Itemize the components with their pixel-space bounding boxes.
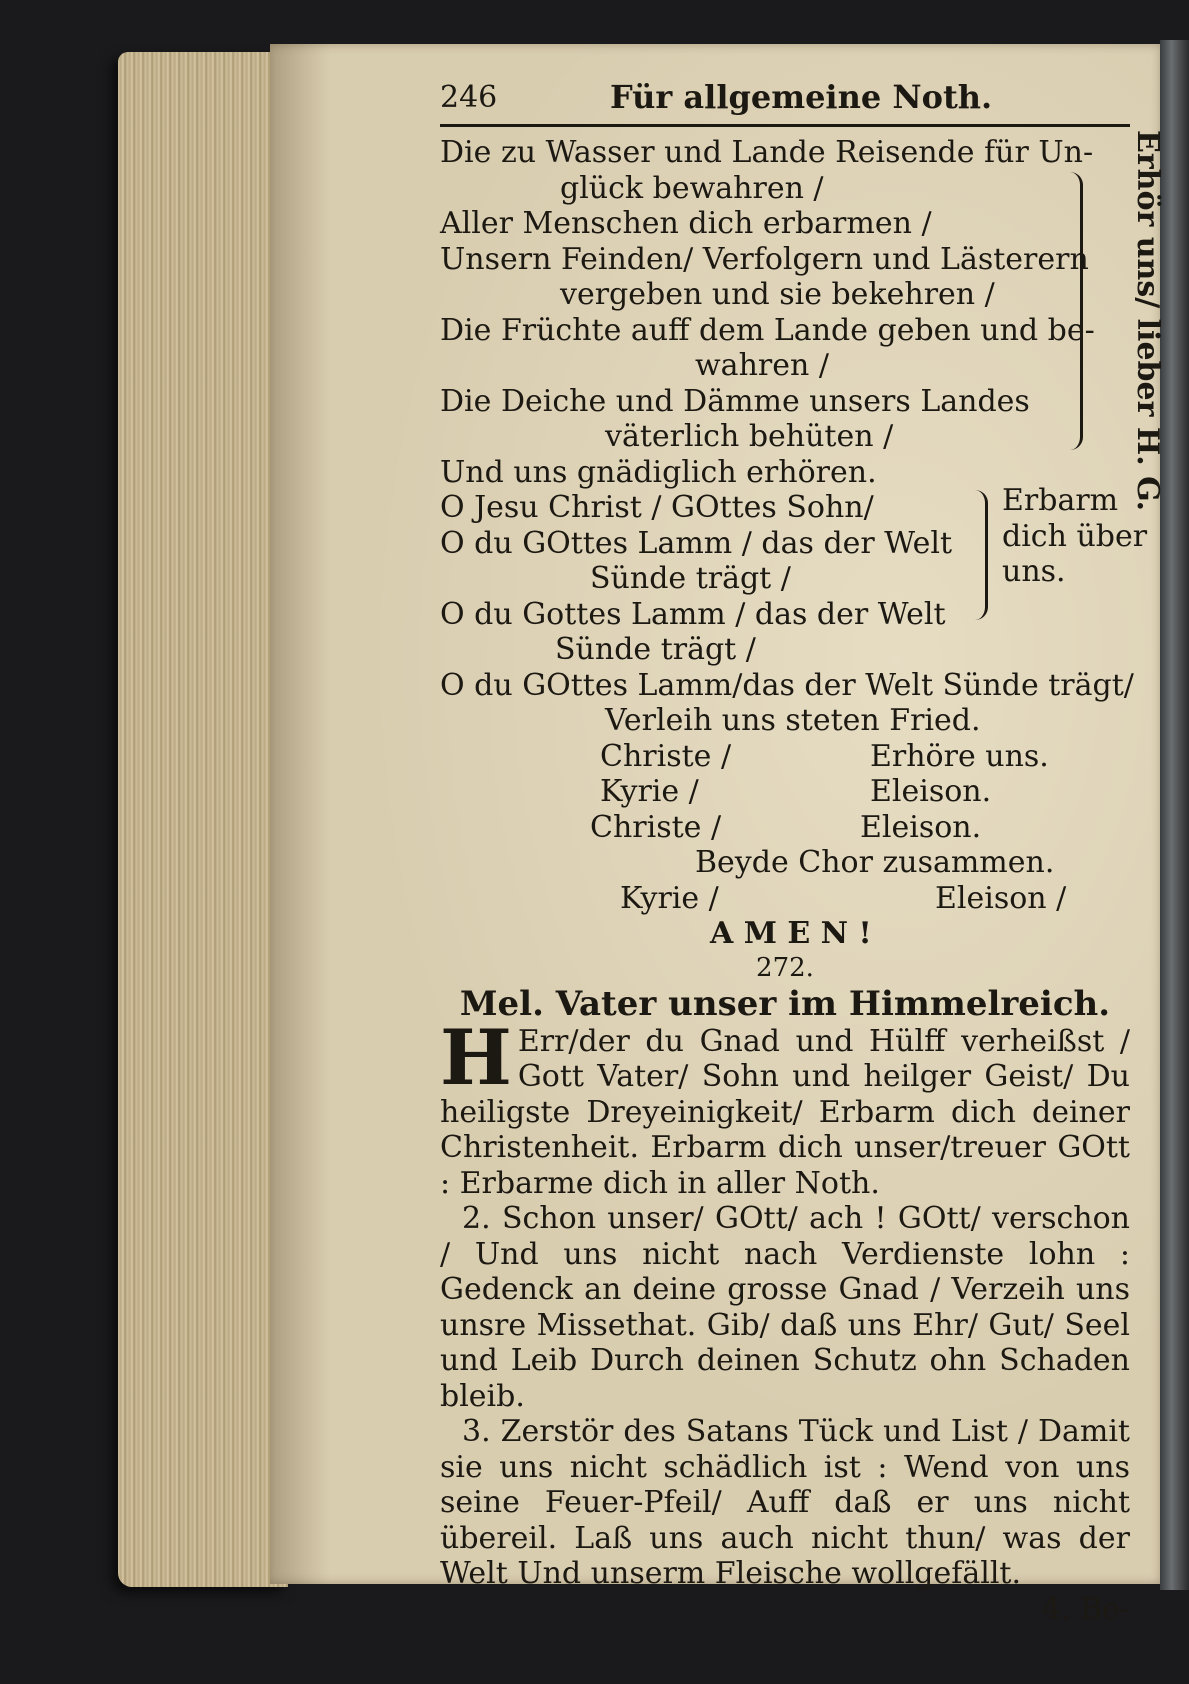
stanza-3: 3. Zerstör des Satans Tück und List / Damit sie uns nicht schädlich ist : Wend von uns seine Feuer-Pfeil/ Auff daß er uns nicht übereil. Laß uns auch nicht thun/ was der Welt Und unserm Fleische wollgefällt. bbox=[440, 1414, 1130, 1591]
running-title: Für allgemeine Noth. bbox=[610, 78, 993, 116]
agnus-refrain-line: uns. bbox=[1002, 554, 1066, 589]
page-header bbox=[440, 80, 1130, 127]
side-refrain: Erhör uns/ lieber H. G. bbox=[1130, 130, 1165, 512]
catchword: 4. Be- bbox=[1041, 1591, 1130, 1627]
litany-line: wahren / bbox=[695, 348, 829, 383]
litany-line: Unsern Feinden/ Verfolgern und Lästerern bbox=[440, 241, 1089, 277]
response-row bbox=[440, 774, 1130, 810]
response-left: Christe / bbox=[600, 738, 732, 774]
melody-line: Mel. Vater unser im Himmelreich. bbox=[459, 983, 1111, 1024]
response-row bbox=[440, 810, 1130, 846]
litany-line: Aller Menschen dich erbarmen / bbox=[440, 206, 932, 241]
both-choirs: Beyde Chor zusammen. bbox=[695, 845, 1055, 880]
response-left: Christe / bbox=[590, 809, 722, 845]
refrain-brace bbox=[1070, 172, 1083, 450]
agnus-refrain bbox=[1002, 483, 1147, 590]
page-edges bbox=[118, 52, 288, 1587]
response-right: Eleison / bbox=[935, 880, 1067, 916]
agnus-brace bbox=[975, 490, 988, 620]
page-number: 246 bbox=[440, 80, 498, 115]
litany-line: glück bewahren / bbox=[560, 170, 824, 206]
agnus-line: Verleih uns steten Fried. bbox=[605, 703, 981, 738]
stanza-1 bbox=[440, 1012, 1130, 1202]
litany-line: Die Früchte auff dem Lande geben und be- bbox=[440, 312, 1095, 348]
agnus-line: O du GOttes Lamm / das der Welt bbox=[440, 525, 953, 561]
litany-line: Und uns gnädiglich erhören. bbox=[440, 454, 877, 490]
agnus-line: Sünde trägt / bbox=[555, 632, 756, 667]
stanza-2: 2. Schon unser/ GOtt/ ach ! GOtt/ verschon / Und uns nicht nach Verdienste lohn : Gedenck an deine grosse Gnad / Verzeih uns unsre Missethat. Gib/ daß uns Ehr/ Gut/ Seel und Leib Durch deinen Schutz ohn Schaden bleib. bbox=[440, 1201, 1130, 1414]
response-left: Kyrie / bbox=[600, 774, 699, 809]
litany-line: vergeben und sie bekehren / bbox=[560, 277, 995, 312]
litany-line: väterlich behüten / bbox=[605, 419, 894, 454]
response-right: Eleison. bbox=[870, 774, 992, 809]
amen: A M E N ! bbox=[710, 916, 872, 951]
final-response bbox=[440, 881, 1130, 917]
stanza-1-text: Err/der du Gnad und Hülff verheißst / Gott Vater/ Sohn und heilger Geist/ Du heiligste Dreyeinigkeit/ Erbarm dich deiner Christenheit. Erbarm dich unser/treuer GOtt : Erbarme dich in aller Noth. bbox=[440, 1023, 1130, 1201]
catchword-line bbox=[440, 1592, 1130, 1628]
litany-line: Die zu Wasser und Lande Reisende für Un- bbox=[440, 135, 1094, 170]
agnus-line: O du GOttes Lamm/das der Welt Sünde trägt/ bbox=[440, 667, 1134, 703]
hymn-number: 272. bbox=[756, 952, 814, 983]
response-left: Kyrie / bbox=[620, 880, 719, 916]
agnus-refrain-line: dich über bbox=[1002, 518, 1148, 554]
response-right: Eleison. bbox=[860, 809, 982, 845]
response-right: Erhöre uns. bbox=[870, 738, 1049, 774]
agnus-refrain-line: Erbarm bbox=[1002, 483, 1119, 518]
page-content bbox=[440, 78, 1134, 1627]
litany-line: Die Deiche und Dämme unsers Landes bbox=[440, 383, 1030, 419]
agnus-line: O du Gottes Lamm / das der Welt bbox=[440, 596, 946, 632]
agnus-line: O Jesu Christ / GOttes Sohn/ bbox=[440, 490, 874, 525]
drop-cap: H bbox=[440, 1012, 512, 1102]
response-row bbox=[440, 739, 1130, 775]
agnus-line: Sünde trägt / bbox=[590, 561, 791, 596]
